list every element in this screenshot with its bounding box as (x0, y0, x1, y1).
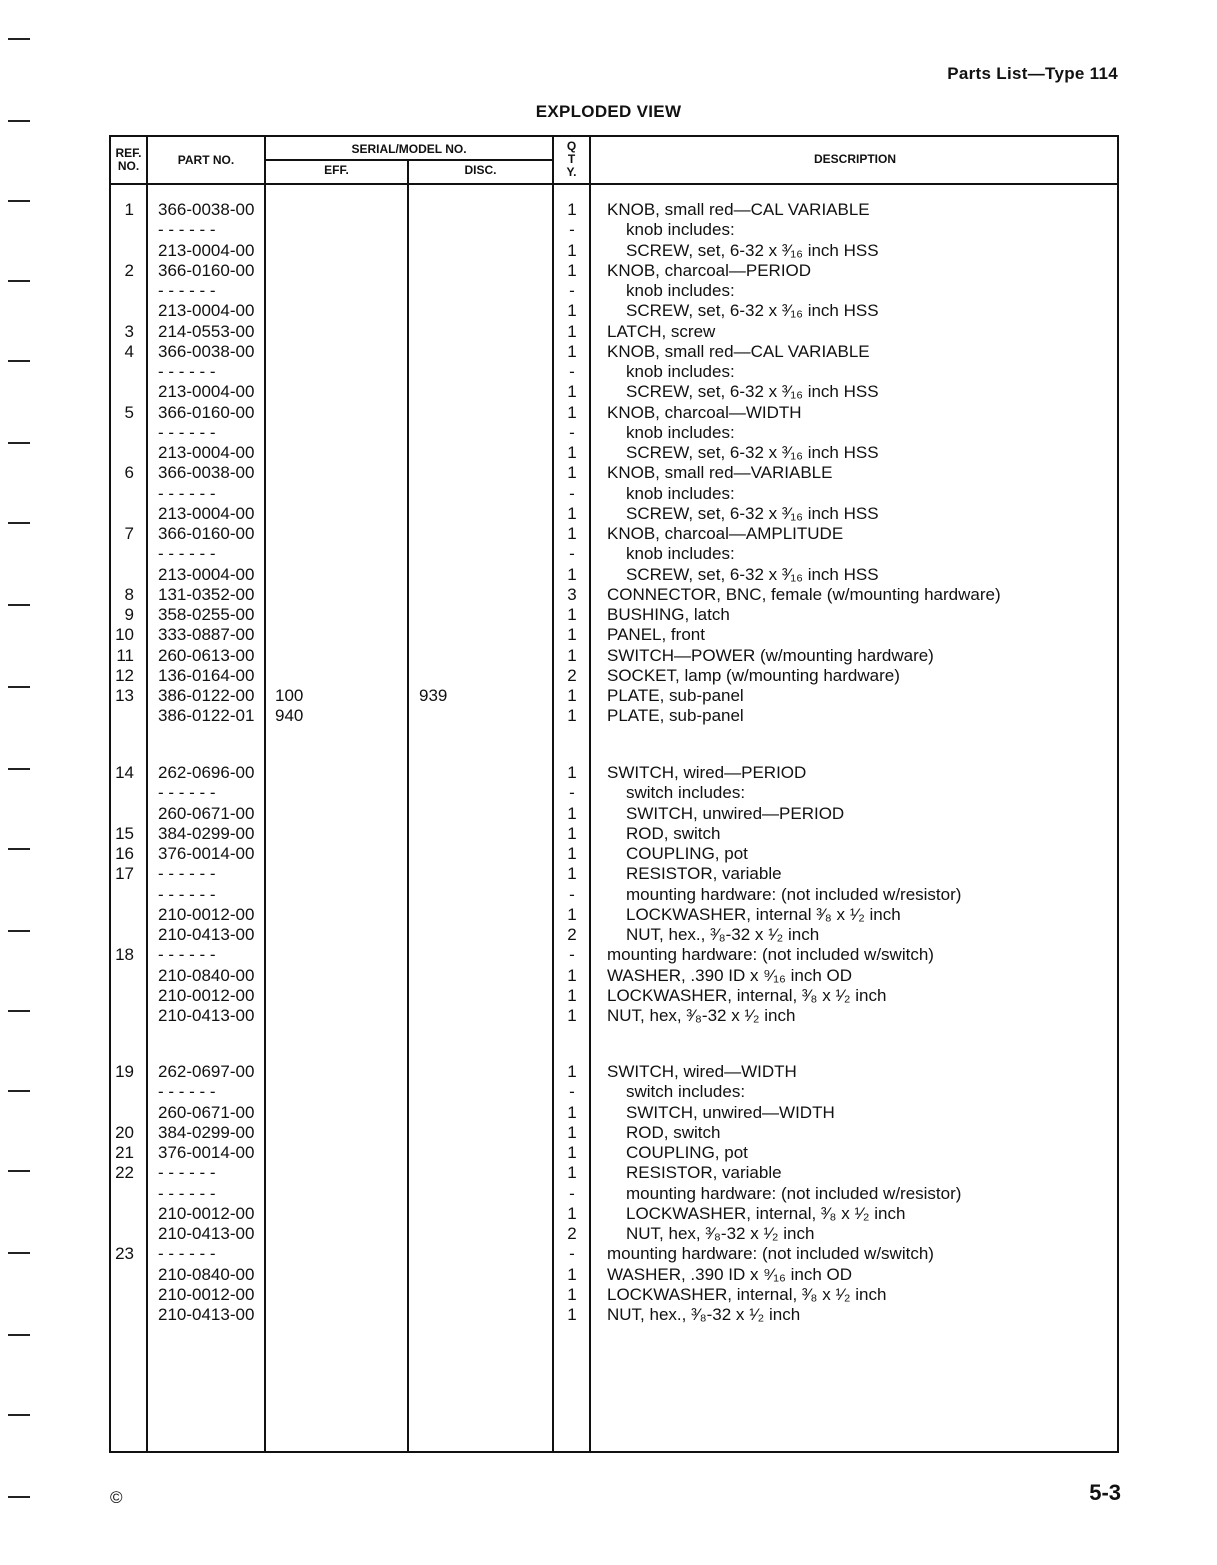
table-row (111, 241, 1117, 261)
section-title: EXPLODED VIEW (535, 102, 682, 121)
ref-no-cell: 11 (116, 645, 134, 665)
qty-cell: 1 (567, 1122, 577, 1142)
description-cell: knob includes: (626, 483, 735, 503)
qty-cell: 1 (567, 1102, 577, 1122)
description-cell: KNOB, small red—CAL VARIABLE (607, 200, 870, 219)
qty-cell: 1 (567, 965, 577, 985)
part-no-cell: 210-0012-00 (158, 1203, 255, 1223)
table-row (111, 362, 1117, 382)
ref-no-cell: 19 (115, 1062, 134, 1081)
qty-cell: 1 (567, 443, 577, 462)
part-no-cell: 213-0004-00 (158, 503, 255, 523)
table-row (111, 301, 1117, 321)
description-cell: KNOB, charcoal—PERIOD (607, 260, 812, 280)
table-row (111, 1082, 1117, 1102)
table-row (111, 966, 1117, 986)
table-row (111, 524, 1117, 544)
margin-mark (8, 1414, 30, 1416)
part-no-cell: - - - - - - (158, 544, 216, 564)
part-no-cell: 262-0697-00 (158, 1062, 255, 1081)
margin-mark (8, 1252, 30, 1254)
description-cell: switch includes: (626, 783, 746, 803)
part-no-cell: 386-0122-01 (158, 706, 255, 726)
part-no-cell: 384-0299-00 (158, 1122, 255, 1142)
part-no-cell: 333-0887-00 (158, 625, 255, 645)
part-no-cell: 366-0160-00 (158, 260, 255, 280)
qty-cell: 1 (567, 803, 577, 823)
description-cell: PLATE, sub-panel (607, 706, 744, 726)
qty-cell: 1 (567, 321, 577, 341)
description-cell: SCREW, set, 6-32 x ³⁄₁₆ inch HSS (626, 382, 879, 402)
description-cell: SWITCH, unwired—WIDTH (626, 1102, 835, 1122)
qty-cell: 1 (567, 686, 577, 705)
qty-cell: 1 (567, 625, 577, 645)
qty-cell: 1 (567, 763, 577, 782)
margin-mark (8, 360, 30, 362)
table-row (111, 666, 1117, 686)
margin-mark (8, 1090, 30, 1092)
description-cell: mounting hardware: (not included w/resistor) (626, 1183, 962, 1203)
qty-cell: - (569, 422, 575, 442)
description-cell: LATCH, screw (607, 321, 716, 341)
description-cell: knob includes: (626, 362, 735, 381)
table-row (111, 1163, 1117, 1183)
description-cell: LOCKWASHER, internal, ³⁄₈ x ¹⁄₂ inch (607, 1284, 887, 1304)
description-cell: knob includes: (626, 281, 735, 300)
header-eff: EFF. (324, 163, 349, 177)
table-row (111, 605, 1117, 625)
description-cell: NUT, hex., ³⁄₈-32 x ¹⁄₂ inch (626, 925, 820, 944)
qty-cell: 1 (567, 904, 577, 924)
part-no-cell: 366-0160-00 (158, 402, 255, 422)
description-cell: PLATE, sub-panel (607, 686, 744, 705)
part-no-cell: 366-0160-00 (158, 524, 255, 543)
qty-cell: 1 (567, 1284, 577, 1304)
part-no-cell: 262-0696-00 (158, 763, 255, 782)
ref-no-cell: 5 (124, 402, 134, 422)
table-row (111, 1143, 1117, 1163)
description-cell: SCREW, set, 6-32 x ³⁄₁₆ inch HSS (626, 503, 879, 523)
table-row (111, 423, 1117, 443)
description-cell: mounting hardware: (not included w/switch) (607, 945, 934, 965)
qty-cell: 1 (567, 1305, 577, 1324)
part-no-cell: - - - - - - (158, 483, 216, 503)
qty-cell: 1 (567, 1264, 577, 1284)
description-cell: RESISTOR, variable (626, 864, 782, 884)
qty-cell: - (569, 1183, 575, 1203)
qty-cell: - (569, 220, 575, 240)
qty-cell: 1 (567, 503, 577, 523)
qty-cell: 1 (567, 200, 577, 219)
description-cell: switch includes: (626, 1082, 746, 1102)
qty-cell: 1 (567, 564, 577, 584)
description-cell: knob includes: (626, 220, 735, 240)
qty-cell: 1 (567, 605, 577, 624)
qty-cell: 1 (567, 301, 577, 321)
part-no-cell: 213-0004-00 (158, 564, 255, 584)
margin-mark (8, 686, 30, 688)
qty-cell: 1 (567, 463, 577, 483)
part-no-cell: 136-0164-00 (158, 665, 255, 685)
table-row (111, 763, 1117, 783)
description-cell: NUT, hex., ³⁄₈-32 x ¹⁄₂ inch (607, 1305, 801, 1324)
description-cell: knob includes: (626, 422, 735, 442)
qty-cell: - (569, 1244, 575, 1264)
table-row (111, 625, 1117, 645)
part-no-cell: 376-0014-00 (158, 844, 255, 863)
part-no-cell: - - - - - - (158, 783, 216, 803)
qty-cell: 1 (567, 1143, 577, 1162)
table-row (111, 844, 1117, 864)
description-cell: NUT, hex, ³⁄₈-32 x ¹⁄₂ inch (607, 1006, 796, 1025)
table-row (111, 585, 1117, 605)
table-row (111, 1305, 1117, 1325)
ref-no-cell: 13 (115, 686, 134, 705)
qty-cell: - (569, 281, 575, 300)
ref-no-cell: 10 (115, 625, 134, 645)
qty-cell: 1 (567, 1062, 577, 1081)
header-ref-no: REF. NO. (115, 146, 142, 173)
description-cell: RESISTOR, variable (626, 1163, 782, 1183)
qty-cell: 3 (567, 584, 577, 604)
qty-cell: 1 (567, 706, 577, 726)
margin-mark (8, 1334, 30, 1336)
table-row (111, 403, 1117, 423)
part-no-cell: - - - - - - (158, 945, 216, 965)
eff-cell: 940 (275, 706, 304, 726)
table-row (111, 1123, 1117, 1143)
qty-cell: - (569, 362, 575, 381)
description-cell: knob includes: (626, 544, 735, 564)
ref-no-cell: 8 (124, 584, 134, 604)
table-row (111, 484, 1117, 504)
description-cell: BUSHING, latch (607, 605, 730, 624)
qty-cell: 1 (567, 985, 577, 1005)
part-no-cell: 210-0413-00 (158, 925, 255, 944)
part-no-cell: - - - - - - (158, 1244, 216, 1264)
header-part-no: PART NO. (177, 153, 235, 167)
part-no-cell: 210-0012-00 (158, 985, 255, 1005)
description-cell: PANEL, front (607, 625, 705, 645)
part-no-cell: 213-0004-00 (158, 240, 255, 260)
qty-cell: - (569, 945, 575, 965)
qty-cell: 2 (567, 925, 577, 944)
margin-mark (8, 848, 30, 850)
table-row (111, 565, 1117, 585)
description-cell: SCREW, set, 6-32 x ³⁄₁₆ inch HSS (626, 301, 879, 321)
header-description: DESCRIPTION (813, 152, 896, 166)
table-row (111, 905, 1117, 925)
table-row (111, 1285, 1117, 1305)
description-cell: LOCKWASHER, internal, ³⁄₈ x ¹⁄₂ inch (626, 1203, 906, 1223)
qty-cell: 1 (567, 1203, 577, 1223)
margin-mark (8, 1170, 30, 1172)
qty-cell: 2 (567, 665, 577, 685)
eff-cell: 100 (275, 686, 304, 705)
qty-cell: 1 (567, 864, 577, 884)
part-no-cell: 210-0840-00 (158, 1264, 255, 1284)
table-row (111, 885, 1117, 905)
margin-mark (8, 522, 30, 524)
qty-cell: 2 (567, 1224, 577, 1243)
table-row (111, 864, 1117, 884)
description-cell: COUPLING, pot (626, 844, 748, 863)
part-no-cell: 376-0014-00 (158, 1143, 255, 1162)
serial-subheader-divider (264, 159, 554, 161)
table-row (111, 646, 1117, 666)
part-no-cell: 260-0613-00 (158, 645, 255, 665)
part-no-cell: 384-0299-00 (158, 823, 255, 843)
qty-cell: 1 (567, 382, 577, 402)
margin-mark (8, 280, 30, 282)
qty-cell: 1 (567, 524, 577, 543)
qty-cell: - (569, 783, 575, 803)
part-no-cell: 210-0413-00 (158, 1224, 255, 1243)
part-no-cell: 214-0553-00 (158, 321, 255, 341)
ref-no-cell: 4 (124, 341, 134, 361)
qty-cell: 1 (567, 260, 577, 280)
qty-cell: - (569, 1082, 575, 1102)
table-row (111, 804, 1117, 824)
part-no-cell: - - - - - - (158, 884, 216, 904)
table-row (111, 220, 1117, 240)
description-cell: SWITCH, unwired—PERIOD (626, 803, 845, 823)
header-divider (111, 183, 1117, 185)
description-cell: KNOB, small red—VARIABLE (607, 463, 833, 483)
qty-cell: 1 (567, 844, 577, 863)
part-no-cell: - - - - - - (158, 220, 216, 240)
description-cell: SOCKET, lamp (w/mounting hardware) (607, 665, 900, 685)
part-no-cell: 366-0038-00 (158, 200, 255, 219)
table-row (111, 1265, 1117, 1285)
description-cell: WASHER, .390 ID x ⁹⁄₁₆ inch OD (607, 965, 853, 985)
table-row (111, 1006, 1117, 1026)
table-row (111, 463, 1117, 483)
page-header-title: Parts List—Type 114 (947, 64, 1118, 83)
table-row (111, 504, 1117, 524)
qty-cell: 1 (567, 402, 577, 422)
table-row (111, 986, 1117, 1006)
description-cell: ROD, switch (626, 823, 721, 843)
table-row (111, 1062, 1117, 1082)
ref-no-cell: 16 (115, 844, 134, 863)
margin-mark (8, 1496, 30, 1498)
part-no-cell: - - - - - - (158, 281, 216, 300)
table-row (111, 443, 1117, 463)
table-row (111, 783, 1117, 803)
description-cell: SCREW, set, 6-32 x ³⁄₁₆ inch HSS (626, 564, 879, 584)
margin-mark (8, 442, 30, 444)
table-row (111, 945, 1117, 965)
ref-no-cell: 23 (115, 1244, 134, 1264)
description-cell: KNOB, charcoal—WIDTH (607, 402, 802, 422)
header-serial-model: SERIAL/MODEL NO. (351, 142, 467, 156)
description-cell: SCREW, set, 6-32 x ³⁄₁₆ inch HSS (626, 443, 879, 462)
table-row (111, 382, 1117, 402)
ref-no-cell: 14 (115, 763, 134, 782)
margin-mark (8, 604, 30, 606)
part-no-cell: - - - - - - (158, 422, 216, 442)
part-no-cell: 366-0038-00 (158, 463, 255, 483)
ref-no-cell: 20 (115, 1122, 134, 1142)
part-no-cell: 260-0671-00 (158, 803, 255, 823)
part-no-cell: - - - - - - (158, 362, 216, 381)
qty-cell: - (569, 544, 575, 564)
table-row (111, 1244, 1117, 1264)
description-cell: LOCKWASHER, internal, ³⁄₈ x ¹⁄₂ inch (607, 985, 887, 1005)
part-no-cell: 213-0004-00 (158, 382, 255, 402)
header-qty: Q T Y. (566, 139, 577, 179)
ref-no-cell: 3 (124, 321, 134, 341)
qty-cell: 1 (567, 823, 577, 843)
part-no-cell: 131-0352-00 (158, 584, 255, 604)
part-no-cell: 210-0012-00 (158, 1284, 255, 1304)
table-row (111, 342, 1117, 362)
part-no-cell: - - - - - - (158, 1163, 216, 1183)
margin-mark (8, 930, 30, 932)
description-cell: COUPLING, pot (626, 1143, 748, 1162)
part-no-cell: 366-0038-00 (158, 341, 255, 361)
table-row (111, 1204, 1117, 1224)
qty-cell: 1 (567, 341, 577, 361)
table-row (111, 1184, 1117, 1204)
part-no-cell: 210-0840-00 (158, 965, 255, 985)
part-no-cell: - - - - - - (158, 1183, 216, 1203)
description-cell: ROD, switch (626, 1122, 721, 1142)
qty-cell: 1 (567, 240, 577, 260)
header-disc: DISC. (464, 163, 497, 177)
part-no-cell: 358-0255-00 (158, 605, 255, 624)
table-row (111, 1224, 1117, 1244)
part-no-cell: - - - - - - (158, 1082, 216, 1102)
parts-table (109, 135, 1119, 1453)
ref-no-cell: 9 (124, 605, 134, 624)
qty-cell: - (569, 884, 575, 904)
ref-no-cell: 21 (115, 1143, 134, 1162)
part-no-cell: 213-0004-00 (158, 301, 255, 321)
part-no-cell: - - - - - - (158, 864, 216, 884)
page-number: 5-3 (1089, 1480, 1121, 1505)
description-cell: SWITCH—POWER (w/mounting hardware) (607, 645, 934, 665)
table-row (111, 200, 1117, 220)
description-cell: NUT, hex, ³⁄₈-32 x ¹⁄₂ inch (626, 1224, 815, 1243)
ref-no-cell: 7 (124, 524, 134, 543)
description-cell: SWITCH, wired—WIDTH (607, 1062, 797, 1081)
qty-cell: - (569, 483, 575, 503)
description-cell: LOCKWASHER, internal ³⁄₈ x ¹⁄₂ inch (626, 904, 901, 924)
margin-mark (8, 200, 30, 202)
table-row (111, 261, 1117, 281)
table-row (111, 925, 1117, 945)
ref-no-cell: 2 (124, 260, 134, 280)
description-cell: WASHER, .390 ID x ⁹⁄₁₆ inch OD (607, 1264, 853, 1284)
description-cell: KNOB, charcoal—AMPLITUDE (607, 524, 844, 543)
description-cell: SWITCH, wired—PERIOD (607, 763, 807, 782)
table-row (111, 686, 1117, 706)
ref-no-cell: 12 (115, 665, 134, 685)
description-cell: CONNECTOR, BNC, female (w/mounting hardware) (607, 584, 1001, 604)
ref-no-cell: 18 (115, 945, 134, 965)
table-row (111, 544, 1117, 564)
part-no-cell: 210-0413-00 (158, 1305, 255, 1324)
description-cell: mounting hardware: (not included w/switch) (607, 1244, 934, 1264)
ref-no-cell: 17 (115, 864, 134, 884)
binding-margin-marks (8, 0, 38, 1565)
ref-no-cell: 1 (124, 200, 134, 219)
description-cell: KNOB, small red—CAL VARIABLE (607, 341, 870, 361)
table-row (111, 322, 1117, 342)
table-row (111, 824, 1117, 844)
copyright-mark: © (110, 1488, 123, 1507)
margin-mark (8, 1010, 30, 1012)
part-no-cell: 210-0012-00 (158, 904, 255, 924)
qty-cell: 1 (567, 645, 577, 665)
ref-no-cell: 22 (115, 1163, 134, 1183)
qty-cell: 1 (567, 1006, 577, 1025)
qty-cell: 1 (567, 1163, 577, 1183)
description-cell: mounting hardware: (not included w/resistor) (626, 884, 962, 904)
disc-cell: 939 (419, 686, 448, 705)
description-cell: SCREW, set, 6-32 x ³⁄₁₆ inch HSS (626, 240, 879, 260)
part-no-cell: 210-0413-00 (158, 1006, 255, 1025)
margin-mark (8, 38, 30, 40)
table-row (111, 706, 1117, 726)
ref-no-cell: 6 (124, 463, 134, 483)
part-no-cell: 260-0671-00 (158, 1102, 255, 1122)
ref-no-cell: 15 (115, 823, 134, 843)
part-no-cell: 213-0004-00 (158, 443, 255, 462)
table-row (111, 281, 1117, 301)
table-row (111, 1103, 1117, 1123)
part-no-cell: 386-0122-00 (158, 686, 255, 705)
margin-mark (8, 768, 30, 770)
